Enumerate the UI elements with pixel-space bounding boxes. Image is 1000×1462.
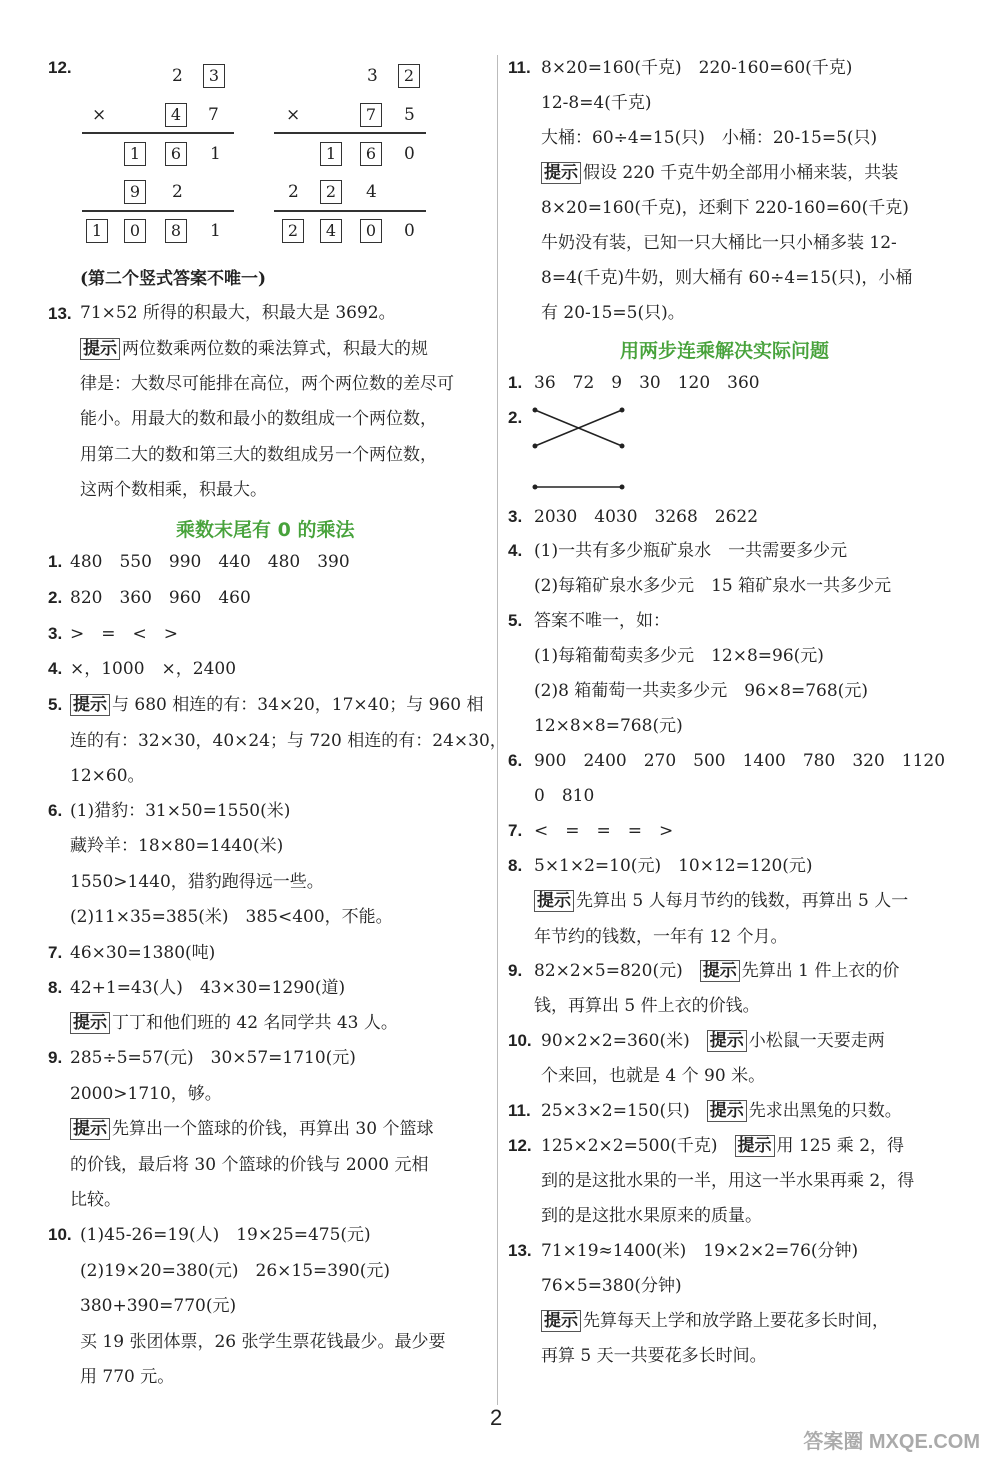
tip-label: 提示: [80, 338, 120, 360]
section-title-1: 乘数末尾有 0 的乘法: [176, 519, 355, 541]
q12-number: 12.: [48, 58, 72, 77]
q12-note: (第二个竖式答案不唯一): [80, 269, 267, 289]
page-number: 2: [490, 1405, 503, 1430]
matching-lines-diagram: [530, 402, 630, 497]
watermark-logo: 答案圈 MXQE.COM: [803, 1431, 980, 1453]
section-title-2: 用两步连乘解决实际问题: [620, 340, 830, 362]
